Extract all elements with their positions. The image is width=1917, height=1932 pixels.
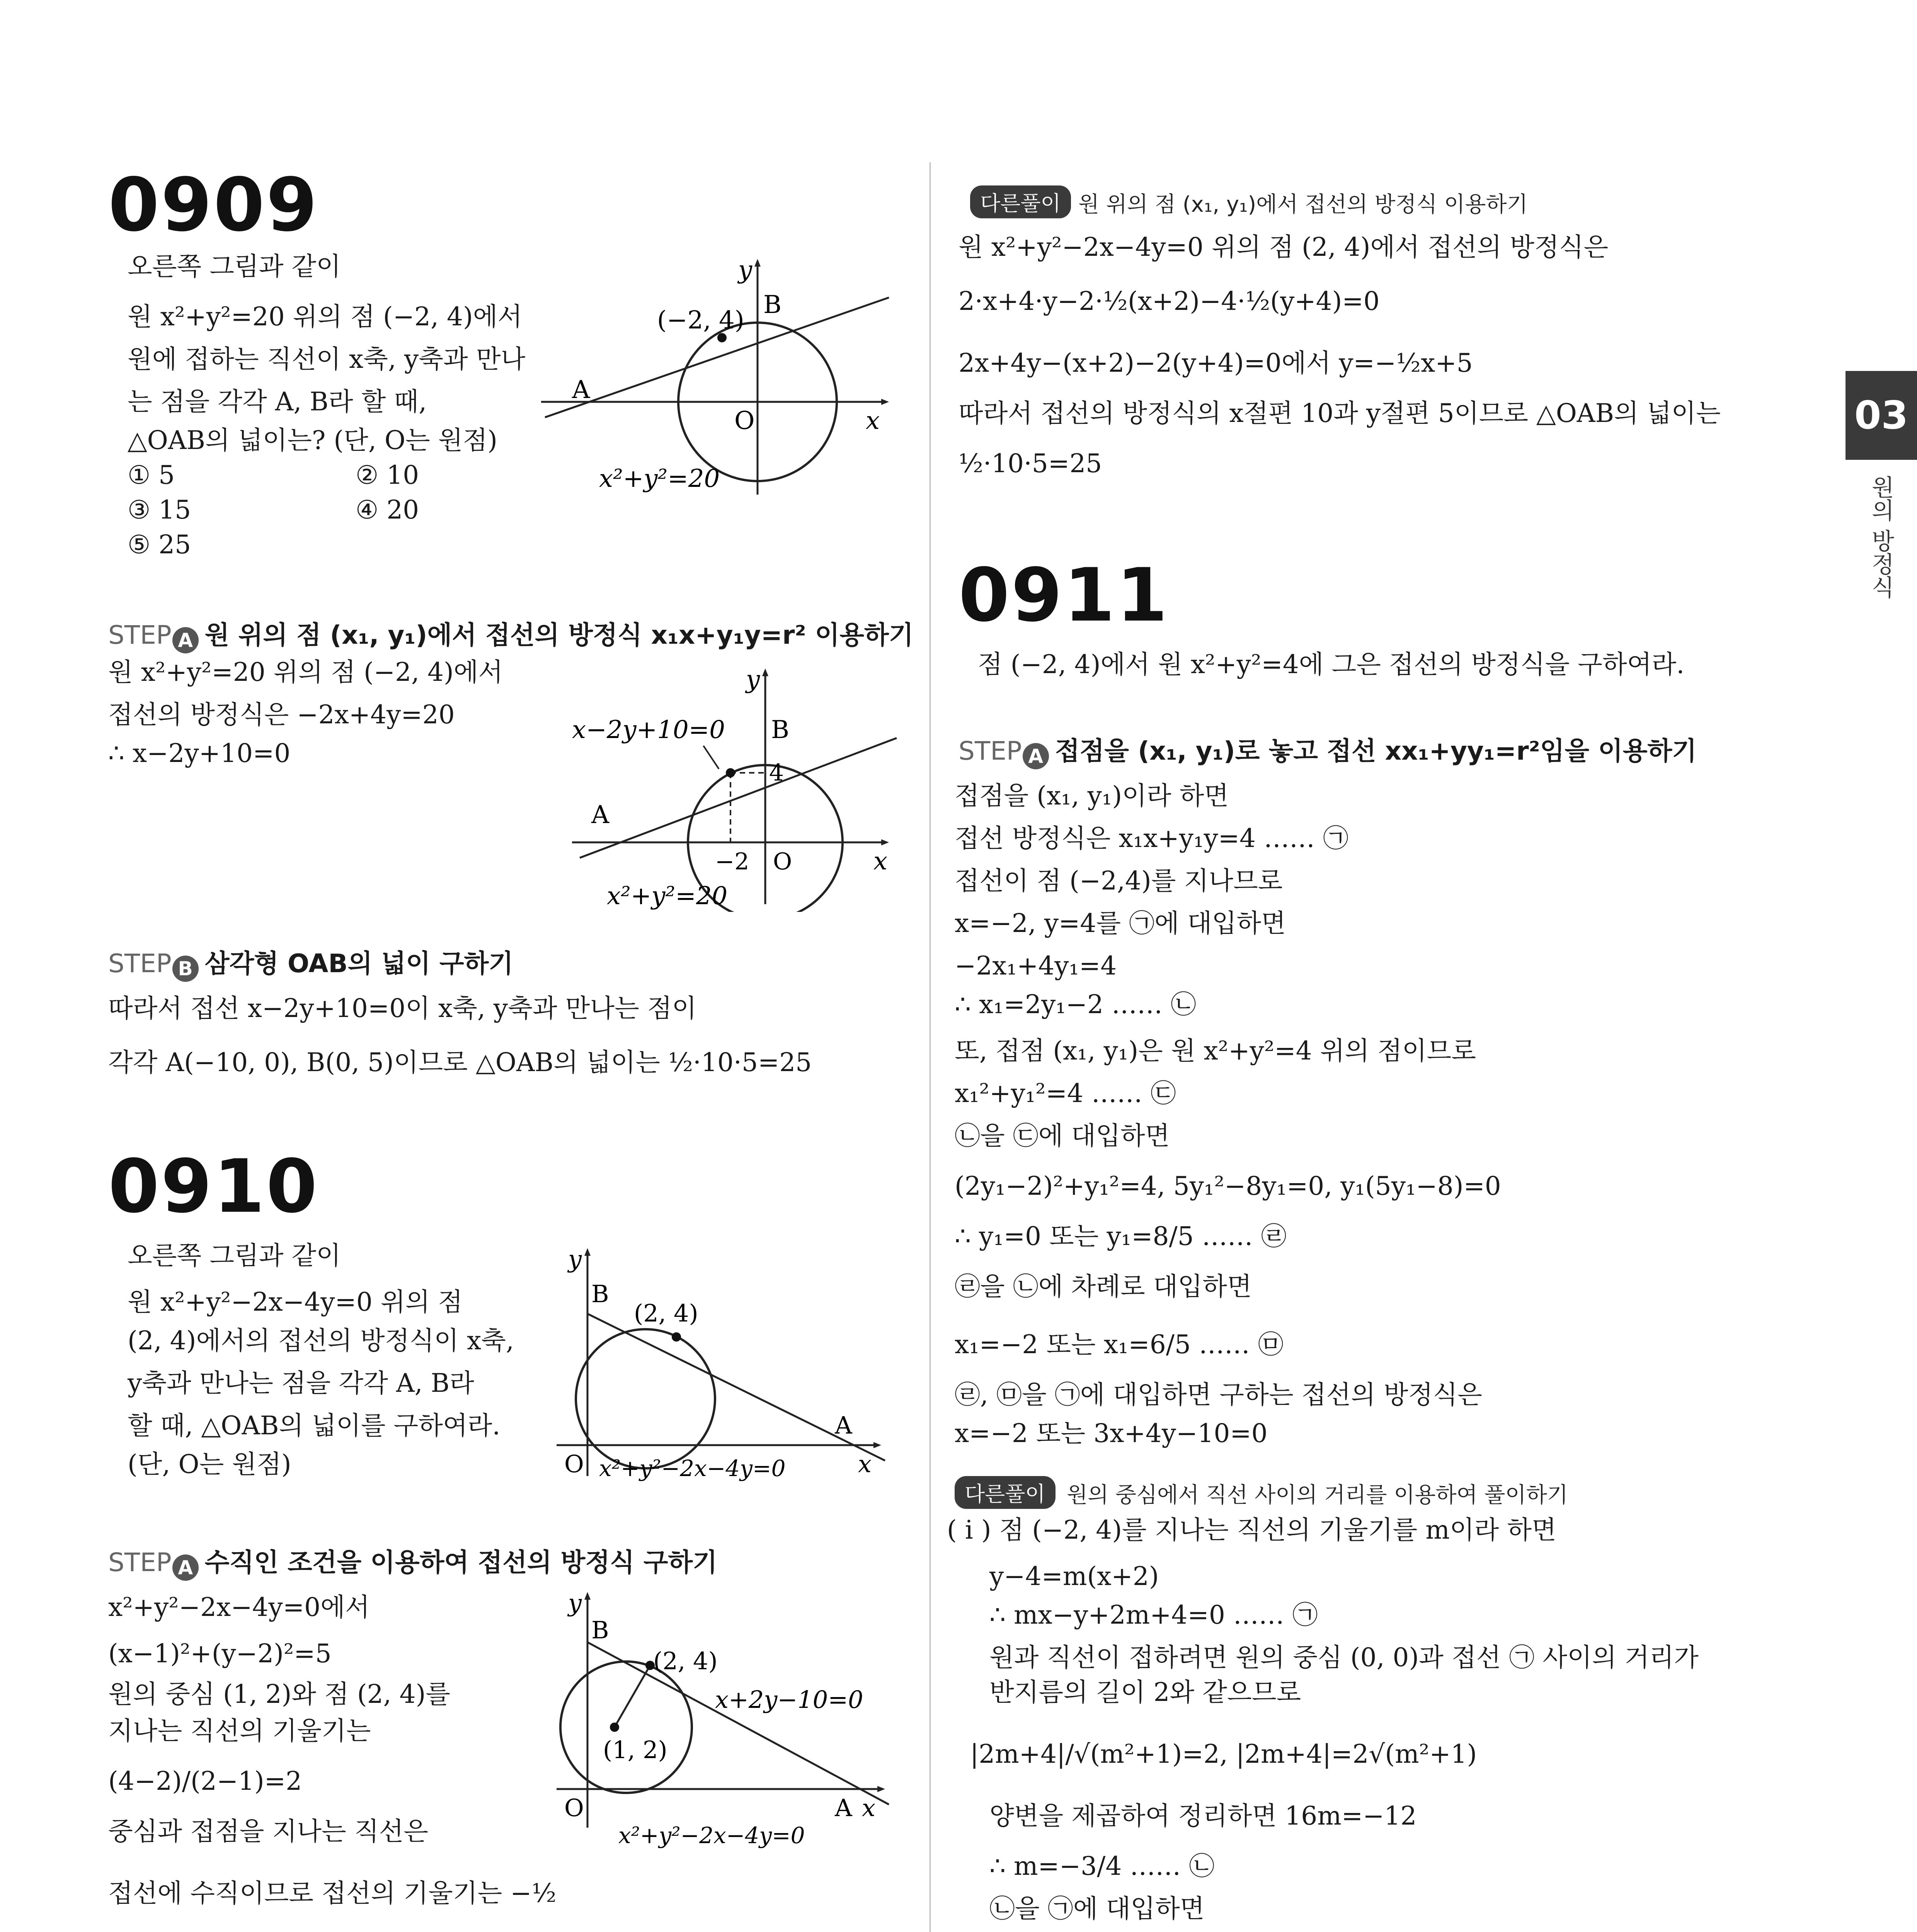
- sol0910-a-7: 접선에 수직이므로 접선의 기울기는 −½: [108, 1878, 557, 1908]
- sol0911-15: x=−2 또는 3x+4y−10=0: [955, 1418, 1268, 1448]
- alt-top-5: ½·10·5=25: [958, 449, 1102, 478]
- alt-title-top: 원 위의 점 (x₁, y₁)에서 접선의 방정식 이용하기: [1078, 192, 1528, 217]
- fig0910-point: (2, 4): [634, 1299, 698, 1327]
- sol0911-3: 접선이 점 (−2,4)를 지나므로: [955, 866, 1283, 896]
- problem-number-0911: 0911: [958, 553, 1169, 638]
- fig0910-circle: x²+y²−2x−4y=0: [599, 1455, 786, 1481]
- fig0910b-B: B: [591, 1616, 609, 1644]
- alt0911-2: y−4=m(x+2): [989, 1561, 1159, 1591]
- step-b-0909: STEP B 삼각형 OAB의 넓이 구하기: [108, 943, 513, 982]
- alt0911-6: |2m+4|/√(m²+1)=2, |2m+4|=2√(m²+1): [970, 1739, 1477, 1769]
- fig0909-B: B: [763, 291, 782, 319]
- figure-0909-solution: [564, 665, 904, 912]
- alt0911-5: 반지름의 길이 2와 같으므로: [989, 1677, 1301, 1707]
- choice-3: ③ 15: [128, 495, 191, 525]
- step-a-0911: STEP A 접점을 (x₁, y₁)로 놓고 접선 xx₁+yy₁=r²임을 이용하기: [958, 730, 1697, 769]
- fig0910-B: B: [591, 1280, 609, 1308]
- q0909-line-3: 원에 접하는 직선이 x축, y축과 만나: [128, 344, 526, 374]
- fig0910b-point: (2, 4): [653, 1647, 718, 1675]
- fig0909b-A: A: [591, 801, 609, 829]
- alt0911-8: ∴ m=−3/4 …… ㉡: [989, 1851, 1215, 1881]
- fig0909-x: x: [866, 406, 880, 435]
- chapter-tab: 03: [1845, 371, 1917, 460]
- sol0910-a-6: 중심과 접점을 지나는 직선은: [108, 1816, 429, 1846]
- q0909-line-1: 오른쪽 그림과 같이: [128, 252, 341, 281]
- alt0911-9: ㉡을 ㉠에 대입하면: [989, 1894, 1205, 1923]
- sol0911-5: −2x₁+4y₁=4: [955, 951, 1117, 981]
- alt-top-2: 2·x+4·y−2·½(x+2)−4·½(y+4)=0: [958, 286, 1380, 316]
- q0910-line-4: y축과 만나는 점을 각각 A, B라: [128, 1368, 474, 1398]
- problem-number-0909: 0909: [108, 162, 319, 248]
- alt0911-7: 양변을 제곱하여 정리하면 16m=−12: [989, 1801, 1417, 1831]
- alt-top-4: 따라서 접선의 방정식의 x절편 10과 y절편 5이므로 △OAB의 넓이는: [958, 398, 1721, 428]
- sol0911-12: ㉣을 ㉡에 차례로 대입하면: [955, 1272, 1252, 1301]
- sol0910-a-5: (4−2)/(2−1)=2: [108, 1766, 302, 1796]
- alt0911-3: ∴ mx−y+2m+4=0 …… ㉠: [989, 1600, 1318, 1630]
- fig0909-y: y: [738, 256, 752, 284]
- sol0911-1: 접점을 (x₁, y₁)이라 하면: [955, 781, 1229, 811]
- fig0909-A: A: [572, 376, 590, 404]
- chapter-title: 원의 방정식: [1868, 475, 1895, 599]
- alt-top-3: 2x+4y−(x+2)−2(y+4)=0에서 y=−½x+5: [958, 348, 1473, 378]
- fig0910b-A: A: [835, 1794, 852, 1822]
- alt-top-1: 원 x²+y²−2x−4y=0 위의 점 (2, 4)에서 접선의 방정식은: [958, 232, 1609, 262]
- sol0911-14: ㉣, ㉤을 ㉠에 대입하면 구하는 접선의 방정식은: [955, 1380, 1482, 1410]
- fig0910b-x: x: [862, 1794, 875, 1822]
- fig0910-x: x: [858, 1450, 872, 1478]
- sol0911-7: 또, 접점 (x₁, y₁)은 원 x²+y²=4 위의 점이므로: [955, 1036, 1476, 1066]
- alt0911-4: 원과 직선이 접하려면 원의 중심 (0, 0)과 접선 ㉠ 사이의 거리가: [989, 1643, 1699, 1672]
- sol0910-a-3: 원의 중심 (1, 2)와 점 (2, 4)를: [108, 1679, 451, 1709]
- column-divider: [930, 162, 931, 1932]
- alt-badge-top: 다른풀이: [970, 185, 1071, 218]
- fig0909b-x: x: [873, 847, 888, 876]
- q0910-line-1: 오른쪽 그림과 같이: [128, 1241, 341, 1270]
- fig0910b-y: y: [568, 1589, 582, 1617]
- fig0909-point: (−2, 4): [657, 306, 744, 335]
- fig0909b-B: B: [771, 716, 790, 744]
- q0910-line-3: (2, 4)에서의 접선의 방정식이 x축,: [128, 1326, 514, 1355]
- alt-badge-0911: 다른풀이: [955, 1476, 1056, 1509]
- problem-number-0910: 0910: [108, 1144, 319, 1229]
- sol0911-8: x₁²+y₁²=4 …… ㉢: [955, 1078, 1176, 1108]
- choice-4: ④ 20: [356, 495, 419, 525]
- sol0909-b-2: 각각 A(−10, 0), B(0, 5)이므로 △OAB의 넓이는 ½·10·5=25: [108, 1048, 812, 1077]
- fig0909-circle: x²+y²=20: [599, 464, 720, 493]
- fig0910b-center: (1, 2): [603, 1736, 667, 1764]
- sol0911-13: x₁=−2 또는 x₁=6/5 …… ㉤: [955, 1330, 1284, 1359]
- fig0909b-line: x−2y+10=0: [572, 716, 725, 744]
- step-a-0910: STEP A 수직인 조건을 이용하여 접선의 방정식 구하기: [108, 1542, 717, 1581]
- fig0910-A: A: [835, 1411, 852, 1439]
- fig0910b-O: O: [564, 1794, 584, 1822]
- sol0910-a-2: (x−1)²+(y−2)²=5: [108, 1639, 332, 1668]
- sol0909-b-1: 따라서 접선 x−2y+10=0이 x축, y축과 만나는 점이: [108, 993, 697, 1023]
- choice-5: ⑤ 25: [128, 530, 191, 560]
- fig0910b-line: x+2y−10=0: [715, 1685, 863, 1714]
- sol0910-a-4: 지나는 직선의 기울기는: [108, 1716, 371, 1746]
- sol0909-a-2: 접선의 방정식은 −2x+4y=20: [108, 700, 455, 730]
- step-a-0909: STEP A 원 위의 점 (x₁, y₁)에서 접선의 방정식 x₁x+y₁y=r² 이용하기: [108, 614, 914, 653]
- fig0909b-y: y: [746, 665, 760, 694]
- q0911: 점 (−2, 4)에서 원 x²+y²=4에 그은 접선의 방정식을 구하여라.: [978, 650, 1685, 679]
- sol0909-a-3: ∴ x−2y+10=0: [108, 738, 291, 768]
- figure-0910-solution: [549, 1588, 904, 1851]
- choice-2: ② 10: [356, 460, 419, 490]
- fig0909-O: O: [734, 406, 755, 435]
- q0909-line-5: △OAB의 넓이는? (단, O는 원점): [128, 425, 497, 455]
- fig0910b-circle: x²+y²−2x−4y=0: [618, 1822, 805, 1849]
- fig0909b-neg2: −2: [715, 848, 749, 875]
- sol0911-2: 접선 방정식은 x₁x+y₁y=4 …… ㉠: [955, 823, 1348, 853]
- sol0911-10: (2y₁−2)²+y₁²=4, 5y₁²−8y₁=0, y₁(5y₁−8)=0: [955, 1171, 1501, 1201]
- sol0910-a-1: x²+y²−2x−4y=0에서: [108, 1592, 370, 1622]
- alt-title-0911: 원의 중심에서 직선 사이의 거리를 이용하여 풀이하기: [1067, 1483, 1568, 1508]
- fig0910-O: O: [564, 1450, 584, 1478]
- figure-0910: [549, 1244, 897, 1484]
- sol0911-11: ∴ y₁=0 또는 y₁=8/5 …… ㉣: [955, 1221, 1287, 1251]
- fig0909b-O: O: [773, 848, 792, 875]
- q0909-line-2: 원 x²+y²=20 위의 점 (−2, 4)에서: [128, 302, 523, 332]
- fig0909b-circle: x²+y²=20: [607, 882, 728, 910]
- q0910-line-5: 할 때, △OAB의 넓이를 구하여라.: [128, 1411, 501, 1440]
- sol0911-4: x=−2, y=4를 ㉠에 대입하면: [955, 908, 1286, 938]
- sol0909-a-1: 원 x²+y²=20 위의 점 (−2, 4)에서: [108, 657, 503, 687]
- figure-0909: [533, 255, 897, 502]
- sol0911-6: ∴ x₁=2y₁−2 …… ㉡: [955, 990, 1196, 1019]
- choice-1: ① 5: [128, 460, 175, 490]
- sol0911-9: ㉡을 ㉢에 대입하면: [955, 1121, 1170, 1151]
- fig0909b-four: 4: [769, 759, 784, 786]
- fig0910-y: y: [568, 1245, 582, 1273]
- q0909-line-4: 는 점을 각각 A, B라 할 때,: [128, 387, 427, 417]
- q0910-line-6: (단, O는 원점): [128, 1449, 291, 1479]
- alt0911-1: ( i ) 점 (−2, 4)를 지나는 직선의 기울기를 m이라 하면: [947, 1515, 1556, 1545]
- q0910-line-2: 원 x²+y²−2x−4y=0 위의 점: [128, 1287, 463, 1317]
